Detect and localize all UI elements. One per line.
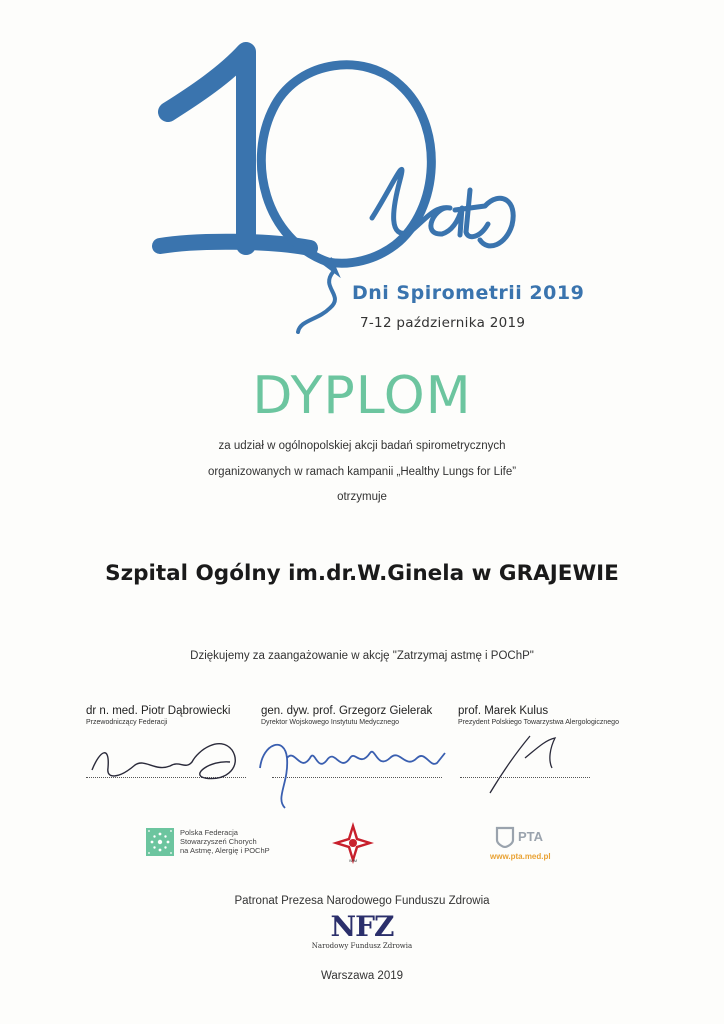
event-dates: 7-12 października 2019 — [360, 315, 526, 331]
logo-word-lat — [372, 169, 513, 246]
signatory-2-name: gen. dyw. prof. Grzegorz Gielerak — [261, 705, 433, 717]
logo-digit-one — [168, 52, 246, 245]
diploma-heading: DYPLOM — [252, 366, 472, 426]
signatory-1 — [86, 705, 256, 726]
logo-digit-one-base — [160, 242, 310, 248]
signatory-3-role: Prezydent Polskiego Towarzystwa Alergologicznego — [458, 719, 619, 726]
handwritten-signature-3 — [470, 728, 570, 798]
federation-logo-icon — [146, 828, 174, 856]
city-year: Warszawa 2019 — [320, 970, 404, 982]
patronat-text: Patronat Prezesa Narodowego Funduszu Zdrowia — [234, 895, 490, 907]
pta-logo-icon — [493, 826, 517, 848]
nfz-name: Narodowy Fundusz Zdrowia — [311, 942, 413, 950]
intro-line-3: otrzymuje — [337, 491, 387, 503]
thanks-text: Dziękujemy za zaangażowanie w akcję "Zatrzymaj astmę i POChP" — [190, 650, 534, 662]
signatory-3 — [458, 705, 658, 726]
signatory-2-role: Dyrektor Wojskowego Instytutu Medycznego — [261, 719, 399, 726]
signatory-1-role: Przewodniczący Federacji — [86, 719, 168, 726]
handwritten-signature-1 — [80, 730, 250, 790]
intro-line-1: za udział w ogólnopolskiej akcji badań spirometrycznych — [218, 440, 506, 452]
signatory-2 — [261, 705, 461, 726]
wim-label: WIM — [348, 858, 358, 863]
recipient-name: Szpital Ogólny im.dr.W.Ginela w GRAJEWIE — [105, 561, 619, 586]
handwritten-signature-2 — [255, 728, 455, 813]
signatory-1-name: dr n. med. Piotr Dąbrowiecki — [86, 705, 231, 717]
intro-line-2: organizowanych w ramach kampanii „Healthy Lungs for Life” — [207, 466, 517, 478]
pta-url: www.pta.med.pl — [490, 852, 551, 861]
federation-name: Polska Federacja Stowarzyszeń Chorych na Astmę, Alergię i POChP — [180, 828, 270, 855]
logo-balloon-string — [298, 272, 335, 332]
nfz-logo: NFZ — [330, 910, 394, 943]
event-title: Dni Spirometrii 2019 — [352, 282, 585, 304]
signatory-3-name: prof. Marek Kulus — [458, 705, 549, 717]
pta-label: PTA — [518, 829, 544, 844]
